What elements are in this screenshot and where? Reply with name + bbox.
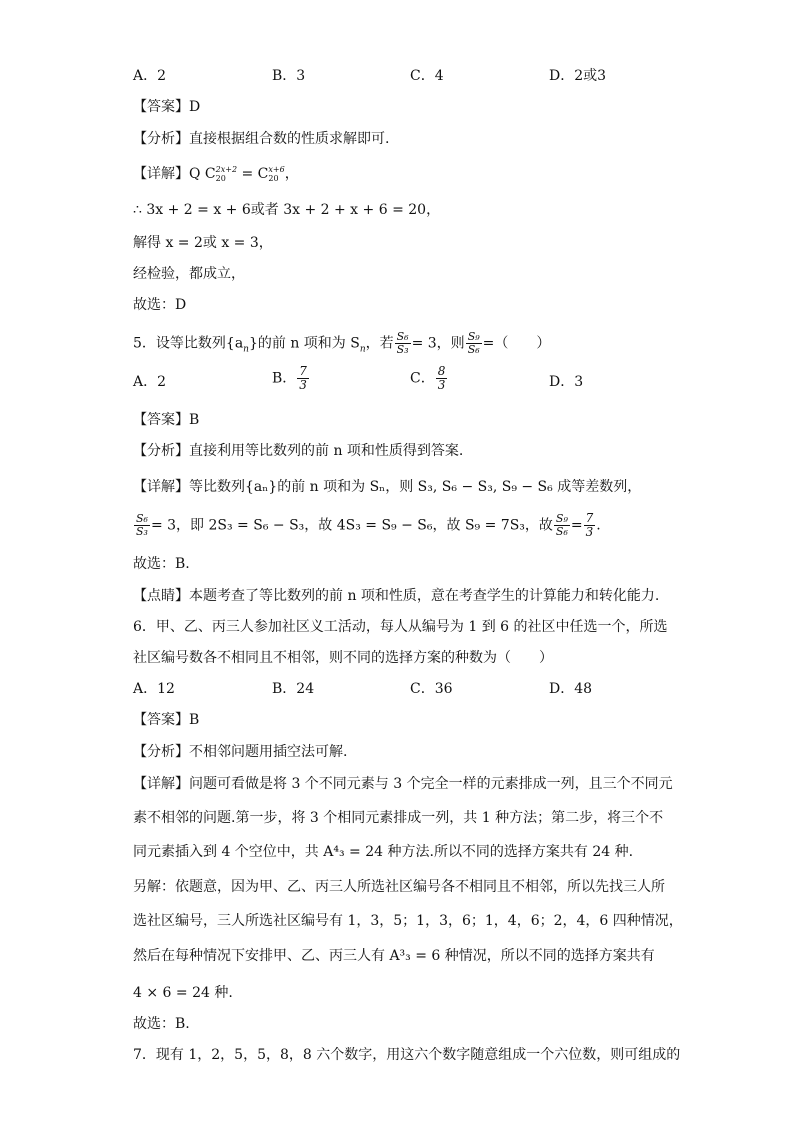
q5-option-b: B． $\frac{7}{3}$ <box>272 364 307 392</box>
q6-choose: 故选：B. <box>133 1016 190 1032</box>
q6-answer: 【答案】B <box>133 712 200 728</box>
q6-alt-line-3: 然后在每种情况下安排甲、乙、丙三人有 A³₃ = 6 种情况，所以不同的选择方案共有 <box>133 948 655 964</box>
q4-line-3: 解得 x = 2或 x = 3， <box>133 235 273 251</box>
q4-option-b: B．3 <box>272 68 306 84</box>
q4-line-2: ∴ 3x + 2 = x + 6或者 3x + 2 + x + 6 = 20， <box>133 202 441 218</box>
q4-choose: 故选：D <box>133 297 187 313</box>
q5-option-a: A．2 <box>133 374 167 390</box>
q6-detail-line-2: 素不相邻的问题.第一步，将 3 个相同元素排成一列，共 1 种方法；第二步，将三个不 <box>133 810 664 826</box>
q6-stem-line-1: 6．甲、乙、丙三人参加社区义工活动，每人从编号为 1 到 6 的社区中任选一个，所选 <box>133 619 668 635</box>
q7-stem-line-1: 7．现有 1，2，5，5，8，8 六个数字，用这六个数字随意组成一个六位数，则可组成的 <box>133 1047 681 1063</box>
q4-analysis: 【分析】直接根据组合数的性质求解即可. <box>133 131 390 147</box>
q6-option-a: A．12 <box>133 681 175 697</box>
q5-comment: 【点睛】本题考查了等比数列的前 n 项和性质，意在考查学生的计算能力和转化能力. <box>133 588 660 604</box>
q5-answer: 【答案】B <box>133 412 200 428</box>
q6-alt-line-4: 4 × 6 = 24 种. <box>133 985 233 1001</box>
q6-stem-line-2: 社区编号数各不相同且不相邻，则不同的选择方案的种数为（ ） <box>133 650 553 666</box>
q4-option-d: D．2或3 <box>549 68 607 84</box>
q5-option-d: D．3 <box>549 374 584 390</box>
q6-alt-line-2: 选社区编号，三人所选社区编号有 1，3，5；1，3，6；1，4，6；2，4，6 四种情况， <box>133 913 683 929</box>
q6-option-d: D．48 <box>549 681 593 697</box>
q5-detail-line-2: $\frac{\text{S₆}}{\text{S₃}}$ = 3，即 2S₃ = S₆ − S₃，故 4S₃ = S₉ − S₆，故 S₉ = 7S₃，故 $\frac{\text{S₉}}{\text{S₆}}$ = $\frac{7}{3}$ . <box>136 511 601 539</box>
q6-option-c: C．36 <box>410 681 453 697</box>
q4-option-a: A．2 <box>133 68 167 84</box>
q5-analysis: 【分析】直接利用等比数列的前 n 项和性质得到答案. <box>133 443 464 459</box>
q6-analysis: 【分析】不相邻问题用插空法可解. <box>133 744 348 760</box>
q5-detail: 【详解】等比数列{aₙ}的前 n 项和为 Sₙ，则 S₃, S₆ − S₃, S₉ − S₆ 成等差数列， <box>133 479 642 495</box>
q6-detail-line-1: 【详解】问题可看做是将 3 个不同元素与 3 个完全一样的元素排成一列，且三个不同元 <box>133 776 673 792</box>
q4-answer: 【答案】D <box>133 99 201 115</box>
q6-alt-line-1: 另解：依题意，因为甲、乙、丙三人所选社区编号各不相同且不相邻，所以先找三人所 <box>133 879 665 895</box>
q4-line-4: 经检验，都成立， <box>133 266 245 282</box>
q6-option-b: B．24 <box>272 681 315 697</box>
q4-option-c: C．4 <box>410 68 444 84</box>
q4-detail: 【详解】Q C 2x+2 20 = C x+6 20 ， <box>133 165 299 183</box>
q5-choose: 故选：B. <box>133 556 190 572</box>
q6-detail-line-3: 同元素插入到 4 个空位中，共 A⁴₃ = 24 种方法.所以不同的选择方案共有 24 种. <box>133 844 634 860</box>
q5-stem: 5．设等比数列$\{a_n\}$的前 n 项和为 $S_n$，若 $\frac{\text{S₆}}{\text{S₃}}$ = 3，则 $\frac{\text{S₉}}{\text{S₆}}$ =（ ） <box>133 330 551 356</box>
q5-option-c: C． $\frac{8}{3}$ <box>410 364 446 392</box>
